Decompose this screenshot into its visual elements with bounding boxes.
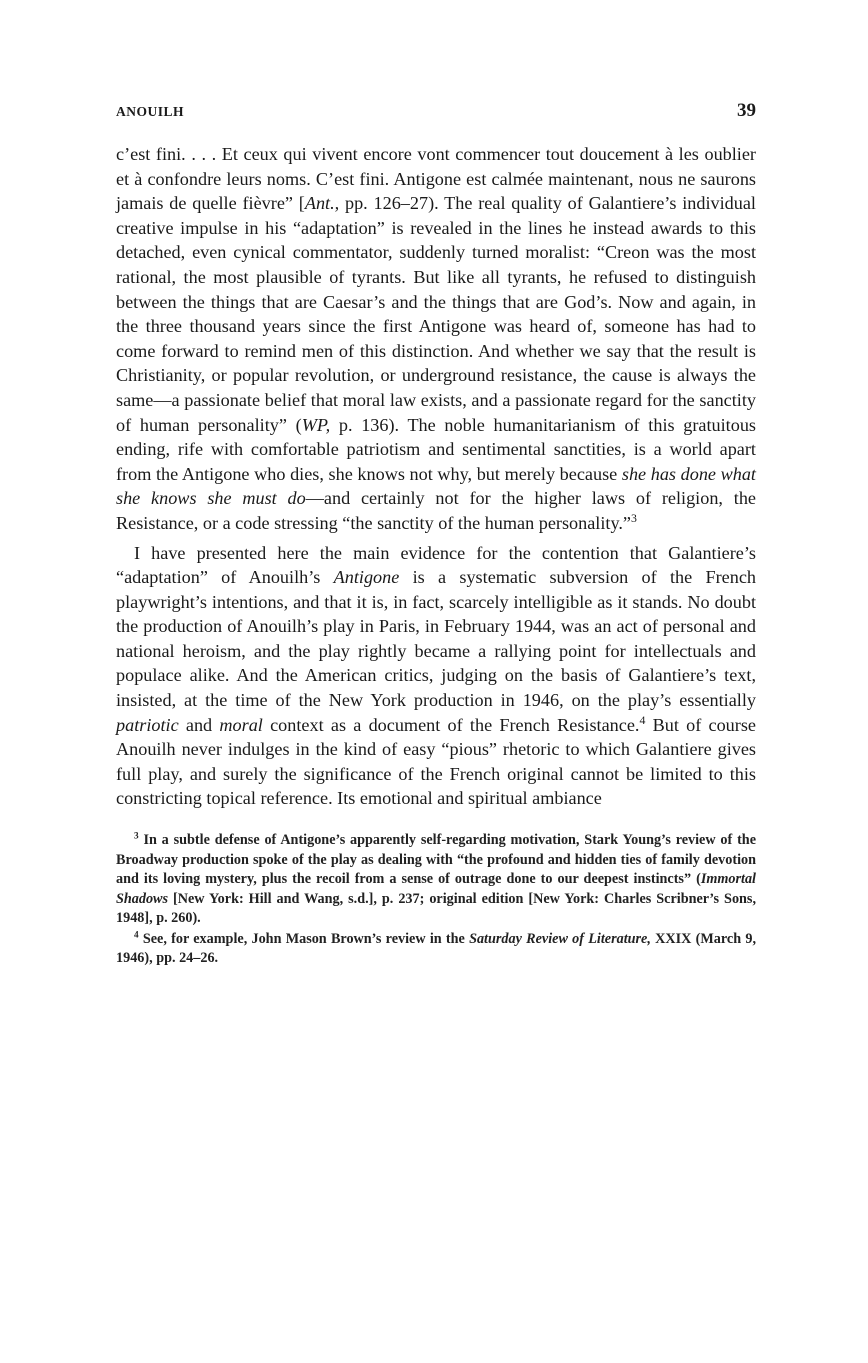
text-run: I have presented here the main evidence for the contention that Galantiere’s “adaptation” of Anouilh’s [116, 542, 756, 588]
italic-run: Ant., [304, 193, 340, 214]
text-run: In a subtle defense of Antigone’s apparently self-regarding motivation, Stark Young’s review of the Broadway production spoke of the play as dealing with “the profound and hidden ties of family devotion and its loving mystery, plus the recoil from a sense of outrage done to our deepest instincts” ( [116, 832, 756, 888]
paragraph-1 [116, 142, 756, 536]
running-head [116, 100, 756, 130]
footnote-ref-4: 4 [639, 712, 646, 727]
italic-run: Antigone [333, 567, 400, 588]
text-run: But of course Anouilh never indulges in the kind of easy “pious” rhetoric to which Galantiere gives full play, and surely the significance of the French original cannot be limited to this constricting topical reference. Its emotional and spiritual ambiance [116, 714, 756, 809]
italic-run: WP, [301, 414, 331, 435]
running-title: ANOUILH [116, 104, 185, 119]
italic-run: Saturday Review of Literature, [469, 930, 651, 947]
italic-run: Immortal Shadows [116, 871, 756, 907]
text-run: context as a document of the French Resistance. [262, 714, 640, 735]
text-run: and [178, 714, 220, 735]
text-run: See, for example, John Mason Brown’s review in the [138, 930, 470, 947]
footnote-3 [116, 831, 756, 929]
footnote-marker: 3 [134, 830, 139, 841]
text-run: pp. 126–27). The real quality of Galantiere’s individual creative impulse in his “adaptation” is revealed in the lines he instead awards to this detached, even cynical commentator, suddenly turned moralist: “Creon was the most rational, the most plausible of tyrants. But like all tyrants, he refused to distinguish between the things that are Caesar’s and the things that are God’s. Now and again, in the three thousand years since the first Antigone was heard of, someone has had to come forward to remind men of this distinction. And whether we say that the result is Christianity, or popular revolution, or underground resistance, the cause is always the same—a passionate belief that moral law exists, and a passionate regard for the sanctity of human personality” ( [116, 193, 756, 435]
footnotes [116, 831, 756, 969]
italic-run: moral [219, 714, 263, 735]
text-run: is a systematic subversion of the French playwright’s intentions, and that it is, in fact, scarcely intelligible as it stands. No doubt the production of Anouilh’s play in Paris, in February 1944, was an act of personal and national heroism, and the play rightly became a rallying point for intellectuals and populace alike. And the American critics, judging on the basis of Galantiere’s text, insisted, at the time of the New York production in 1946, on the play’s essentially [116, 567, 756, 711]
footnote-marker: 4 [134, 928, 139, 939]
italic-run: patriotic [116, 714, 179, 735]
text-run: c’est fini. . . . Et ceux qui vivent encore vont commencer tout doucement à les oublier et à confondre leurs noms. C’est fini. Antigone est calmée maintenant, nous ne saurons jamais de quelle fièvre” [ [116, 144, 756, 214]
text-run: [New York: Hill and Wang, s.d.], p. 237; original edition [New York: Charles Scribner’s Sons, 1948], p. 260). [116, 890, 756, 927]
italic-run: she has done what she knows she must do [116, 463, 756, 509]
footnote-4 [116, 930, 756, 969]
page-number: 39 [737, 100, 756, 121]
text-run: —and certainly not for the higher laws of religion, the Resistance, or a code stressing “the sanctity of the human personality.” [116, 488, 756, 533]
text-run: p. 136). The noble humanitarianism of this gratuitous ending, rife with comfortable patriotism and sentimental sanctities, is a world apart from the Antigone who dies, she knows not why, but merely because [116, 414, 757, 484]
book-page [116, 100, 756, 969]
text-run: XXIX (March 9, 1946), pp. 24–26. [116, 930, 756, 967]
footnote-ref-3: 3 [631, 510, 637, 525]
paragraph-2 [116, 541, 756, 812]
body-text [116, 142, 756, 811]
